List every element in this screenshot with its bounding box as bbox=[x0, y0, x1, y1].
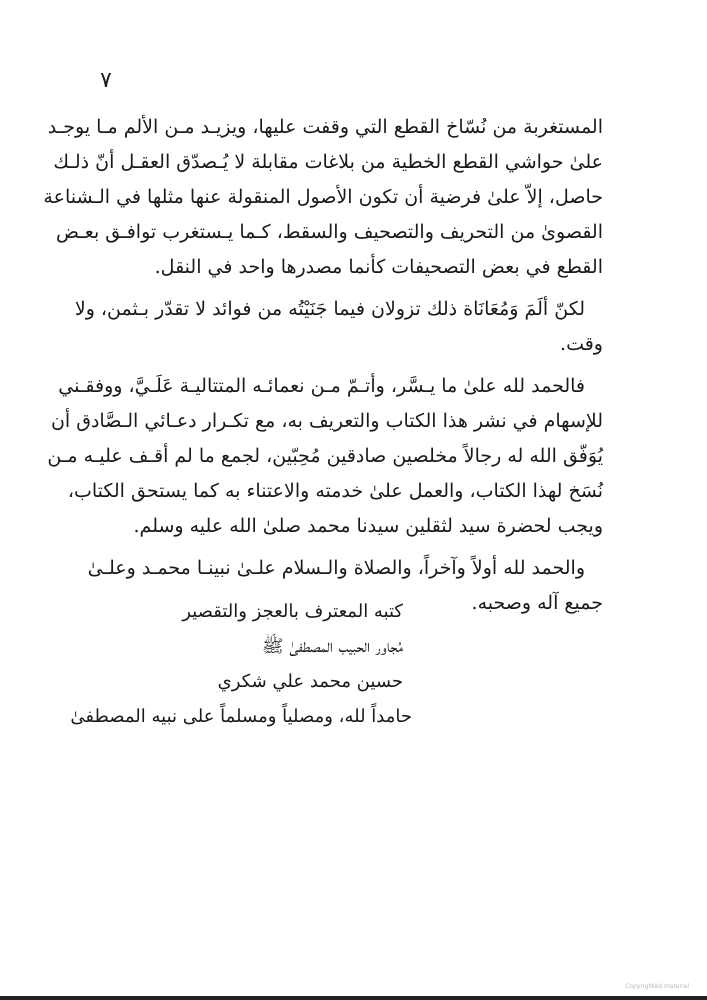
text-line: القصوىٰ من التحريف والتصحيف والسقط، كـما يـستغرب توافـق بعـض bbox=[55, 221, 603, 243]
text-line: المستغربة من نُسّاخ القطع التي وقفت عليها، ويزيـد مـن الألم مـا يوجـد bbox=[47, 116, 603, 138]
text-line: القطع في بعض التصحيفات كأنما مصدرها واحد في النقل. bbox=[154, 256, 603, 278]
signature-author-name: حسين محمد علي شكري bbox=[217, 671, 403, 692]
bottom-rule bbox=[0, 996, 707, 1000]
text-line: يُوَفّق الله له رجالاً مخلصين صادقين مُحِبّين، لجمع ما لم أقـف عليـه مـن bbox=[47, 445, 603, 467]
text-line: حاصل، إلاّ علىٰ فرضية أن تكون الأصول المنقولة عنها مثلها في الـشناعة bbox=[43, 186, 603, 208]
text-line: والحمد لله أولاً وآخراً، والصلاة والـسلام علـىٰ نبينـا محمـد وعلـىٰ bbox=[87, 557, 585, 579]
signature-block bbox=[70, 594, 412, 734]
paragraph-2 bbox=[74, 292, 603, 362]
page-number: ٧ bbox=[100, 68, 112, 93]
text-line: علىٰ حواشي القطع الخطية من بلاغات مقابلة لا يُـصدّق العقـل أنّ ذلـك bbox=[53, 151, 603, 173]
text-line: لكنّ ألَمَ وَمُعَانَاة ذلك تزولان فيما جَنَيْتُه من فوائد لا تقدّر بـثمن، ولا bbox=[74, 298, 585, 320]
copyright-notice: Copyrighted material bbox=[625, 983, 689, 990]
text-line: جميع آله وصحبه. bbox=[471, 592, 603, 614]
paragraph-3 bbox=[47, 369, 603, 544]
text-line: نُسَخ لهذا الكتاب، والعمل علىٰ خدمته والاعتناء به كما يستحق الكتاب، bbox=[67, 480, 603, 502]
text-line: وقت. bbox=[560, 333, 603, 355]
signature-line: كتبه المعترف بالعجز والتقصير bbox=[182, 601, 403, 622]
text-line: للإسهام في نشر هذا الكتاب والتعريف به، مع تكـرار دعـائي الـصَّادق أن bbox=[50, 410, 603, 432]
body-text bbox=[43, 110, 603, 628]
text-line: ويجب لحضرة سيد لثقلين سيدنا محمد صلىٰ الله عليه وسلم. bbox=[133, 515, 603, 537]
signature-line: حامداً لله، ومصلياً ومسلماً على نبيه المصطفىٰ bbox=[70, 706, 412, 727]
text-line: فالحمد لله علىٰ ما يـسَّر، وأتـمّ مـن نعمائـه المتتاليـة عَلَـيَّ، ووفقـني bbox=[58, 375, 585, 397]
signature-line: مُجاور الحبيب المصطفىٰ ﷺ bbox=[261, 636, 403, 657]
paragraph-1 bbox=[43, 110, 603, 285]
